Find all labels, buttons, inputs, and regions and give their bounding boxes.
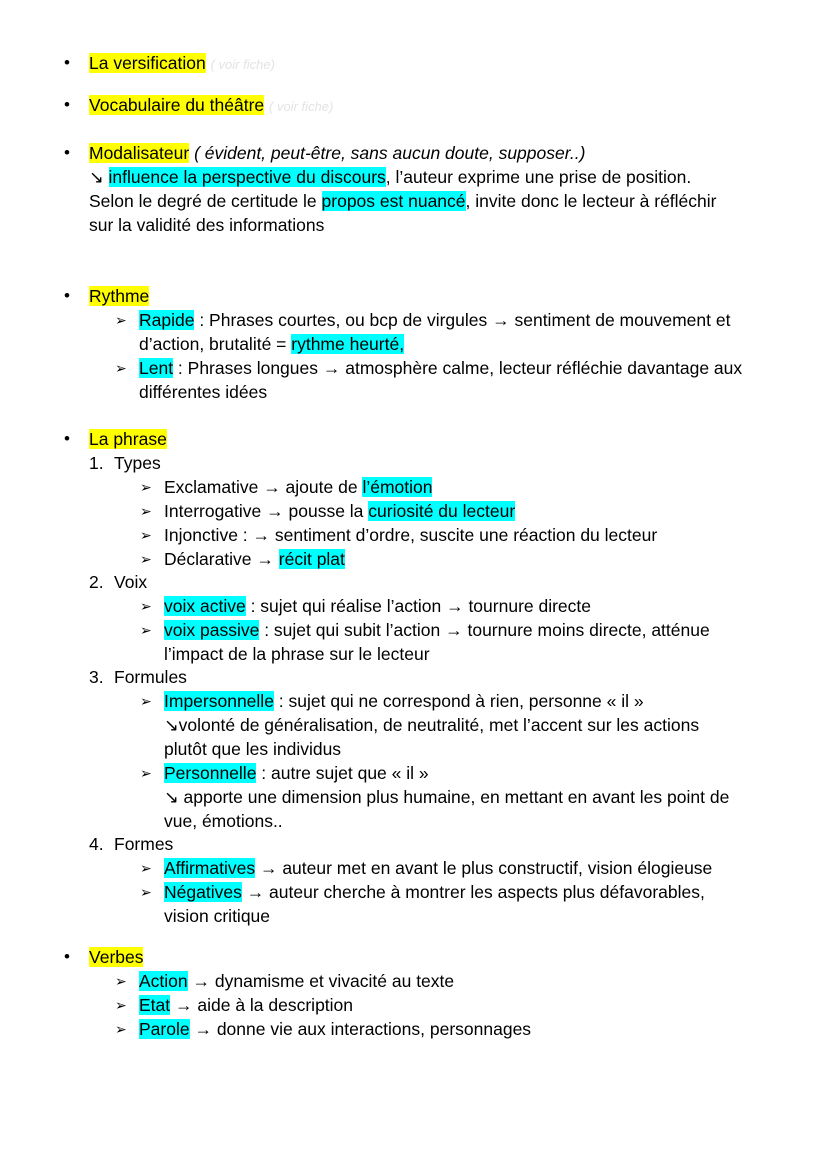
vocabulaire-title: Vocabulaire du théâtre xyxy=(89,95,265,115)
section-verbes xyxy=(89,945,143,969)
arrow-bullet-icon: ➢ xyxy=(115,312,127,328)
arrow-bullet-icon: ➢ xyxy=(140,598,152,614)
formules-impersonnelle-line-3: plutôt que les individus xyxy=(164,739,342,759)
highlight: rythme heurté, xyxy=(291,334,405,354)
highlight: Affirmatives xyxy=(164,858,256,878)
formules-personnelle-line-2: ↘ apporte une dimension plus humaine, en mettant en avant les point de xyxy=(164,787,730,807)
highlight: Impersonnelle xyxy=(164,691,274,711)
voix-label: Voix xyxy=(114,572,148,592)
formules-personnelle-line-1 xyxy=(164,761,429,785)
modalisateur-examples: ( évident, peut-être, sans aucun doute, supposer..) xyxy=(189,143,586,163)
section-versification xyxy=(89,51,275,77)
vocabulaire-note: ( voir fiche) xyxy=(269,99,334,114)
formes-negatives-line-1 xyxy=(164,880,705,904)
formules-impersonnelle-line-2: ↘volonté de généralisation, de neutralité, met l’accent sur les actions xyxy=(164,715,700,735)
arrow-bullet-icon: ➢ xyxy=(115,1021,127,1037)
types-interrogative xyxy=(164,499,515,523)
formes-label: Formes xyxy=(114,834,174,854)
versification-note: ( voir fiche) xyxy=(210,57,275,72)
arrow-bullet-icon: ➢ xyxy=(140,503,152,519)
text: Selon le degré de certitude le xyxy=(89,191,322,211)
modalisateur-line-2 xyxy=(89,165,691,189)
rythme-rapide-line-1 xyxy=(139,308,730,332)
phrase-title: La phrase xyxy=(89,429,167,449)
types-declarative xyxy=(164,547,345,571)
text: → auteur cherche à montrer les aspects plus défavorables, xyxy=(241,882,705,902)
voix-passive-line-2: l’impact de la phrase sur le lecteur xyxy=(164,644,430,664)
rythme-rapide-line-2 xyxy=(139,332,404,356)
text: Déclarative → xyxy=(164,549,279,569)
formes-affirmatives xyxy=(164,856,712,880)
list-number: 3. xyxy=(89,667,104,687)
text: : Phrases longues → atmosphère calme, lecteur réfléchie davantage aux xyxy=(173,358,743,378)
verbes-parole xyxy=(139,1017,531,1041)
text: d’action, brutalité = xyxy=(139,334,292,354)
highlight: voix active xyxy=(164,596,246,616)
text: → donne vie aux interactions, personnages xyxy=(189,1019,532,1039)
rythme-lent-line-2: différentes idées xyxy=(139,382,268,402)
text: Exclamative → ajoute de xyxy=(164,477,363,497)
types-injonctive: Injonctive : → sentiment d’ordre, suscite une réaction du lecteur xyxy=(164,525,658,545)
arrow-bullet-icon: ➢ xyxy=(140,527,152,543)
formes-negatives-line-2: vision critique xyxy=(164,906,271,926)
arrow-bullet-icon: ➢ xyxy=(115,360,127,376)
arrow-bullet-icon: ➢ xyxy=(115,973,127,989)
bullet: • xyxy=(64,95,70,114)
list-number: 4. xyxy=(89,834,104,854)
voix-active xyxy=(164,594,591,618)
highlight: Négatives xyxy=(164,882,242,902)
highlight: Rapide xyxy=(139,310,195,330)
arrow-bullet-icon: ➢ xyxy=(140,622,152,638)
text: : Phrases courtes, ou bcp de virgules → sentiment de mouvement et xyxy=(194,310,731,330)
highlight: Lent xyxy=(139,358,174,378)
text: → aide à la description xyxy=(170,995,354,1015)
rythme-title: Rythme xyxy=(89,286,150,306)
formules-personnelle-line-3: vue, émotions.. xyxy=(164,811,283,831)
verbes-title: Verbes xyxy=(89,947,144,967)
versification-title: La versification xyxy=(89,53,206,73)
modalisateur-line-1 xyxy=(89,141,585,165)
highlight: Etat xyxy=(139,995,171,1015)
highlight: récit plat xyxy=(278,549,345,569)
list-number: 1. xyxy=(89,453,104,473)
highlight: Parole xyxy=(139,1019,190,1039)
formules-impersonnelle-line-1 xyxy=(164,689,644,713)
text: : sujet qui réalise l’action → tournure directe xyxy=(245,596,592,616)
rythme-lent-line-1 xyxy=(139,356,742,380)
types-exclamative xyxy=(164,475,432,499)
arrow-bullet-icon: ➢ xyxy=(140,479,152,495)
arrow-bullet-icon: ➢ xyxy=(140,693,152,709)
highlight: Action xyxy=(139,971,188,991)
bullet: • xyxy=(64,947,70,966)
voix-passive-line-1 xyxy=(164,618,710,642)
highlight: curiosité du lecteur xyxy=(368,501,516,521)
text: → auteur met en avant le plus constructif, vision élogieuse xyxy=(255,858,713,878)
section-rythme xyxy=(89,284,149,308)
arrow-bullet-icon: ➢ xyxy=(140,765,152,781)
section-phrase xyxy=(89,427,167,451)
highlight: influence la perspective du discours xyxy=(108,167,386,187)
text: Interrogative → pousse la xyxy=(164,501,369,521)
text: : autre sujet que « il » xyxy=(256,763,429,783)
highlight: voix passive xyxy=(164,620,260,640)
bullet: • xyxy=(64,143,70,162)
verbes-action xyxy=(139,969,454,993)
arrow-bullet-icon: ➢ xyxy=(140,551,152,567)
formules-label: Formules xyxy=(114,667,187,687)
modalisateur-line-4: sur la validité des informations xyxy=(89,215,325,235)
text: , l’auteur exprime une prise de position. xyxy=(385,167,692,187)
highlight: l’émotion xyxy=(362,477,433,497)
modalisateur-line-3 xyxy=(89,189,717,213)
bullet: • xyxy=(64,286,70,305)
verbes-etat xyxy=(139,993,353,1017)
down-right-arrow-icon: ↘ xyxy=(89,167,109,187)
list-number: 2. xyxy=(89,572,104,592)
text: : sujet qui ne correspond à rien, personne « il » xyxy=(273,691,644,711)
bullet: • xyxy=(64,53,70,72)
highlight: propos est nuancé xyxy=(321,191,466,211)
bullet: • xyxy=(64,429,70,448)
highlight: Personnelle xyxy=(164,763,257,783)
modalisateur-title: Modalisateur xyxy=(89,143,190,163)
types-label: Types xyxy=(114,453,161,473)
text: , invite donc le lecteur à réfléchir xyxy=(465,191,717,211)
arrow-bullet-icon: ➢ xyxy=(140,860,152,876)
section-vocabulaire xyxy=(89,93,333,119)
text: : sujet qui subit l’action → tournure moins directe, atténue xyxy=(259,620,710,640)
arrow-bullet-icon: ➢ xyxy=(115,997,127,1013)
text: → dynamisme et vivacité au texte xyxy=(187,971,455,991)
arrow-bullet-icon: ➢ xyxy=(140,884,152,900)
